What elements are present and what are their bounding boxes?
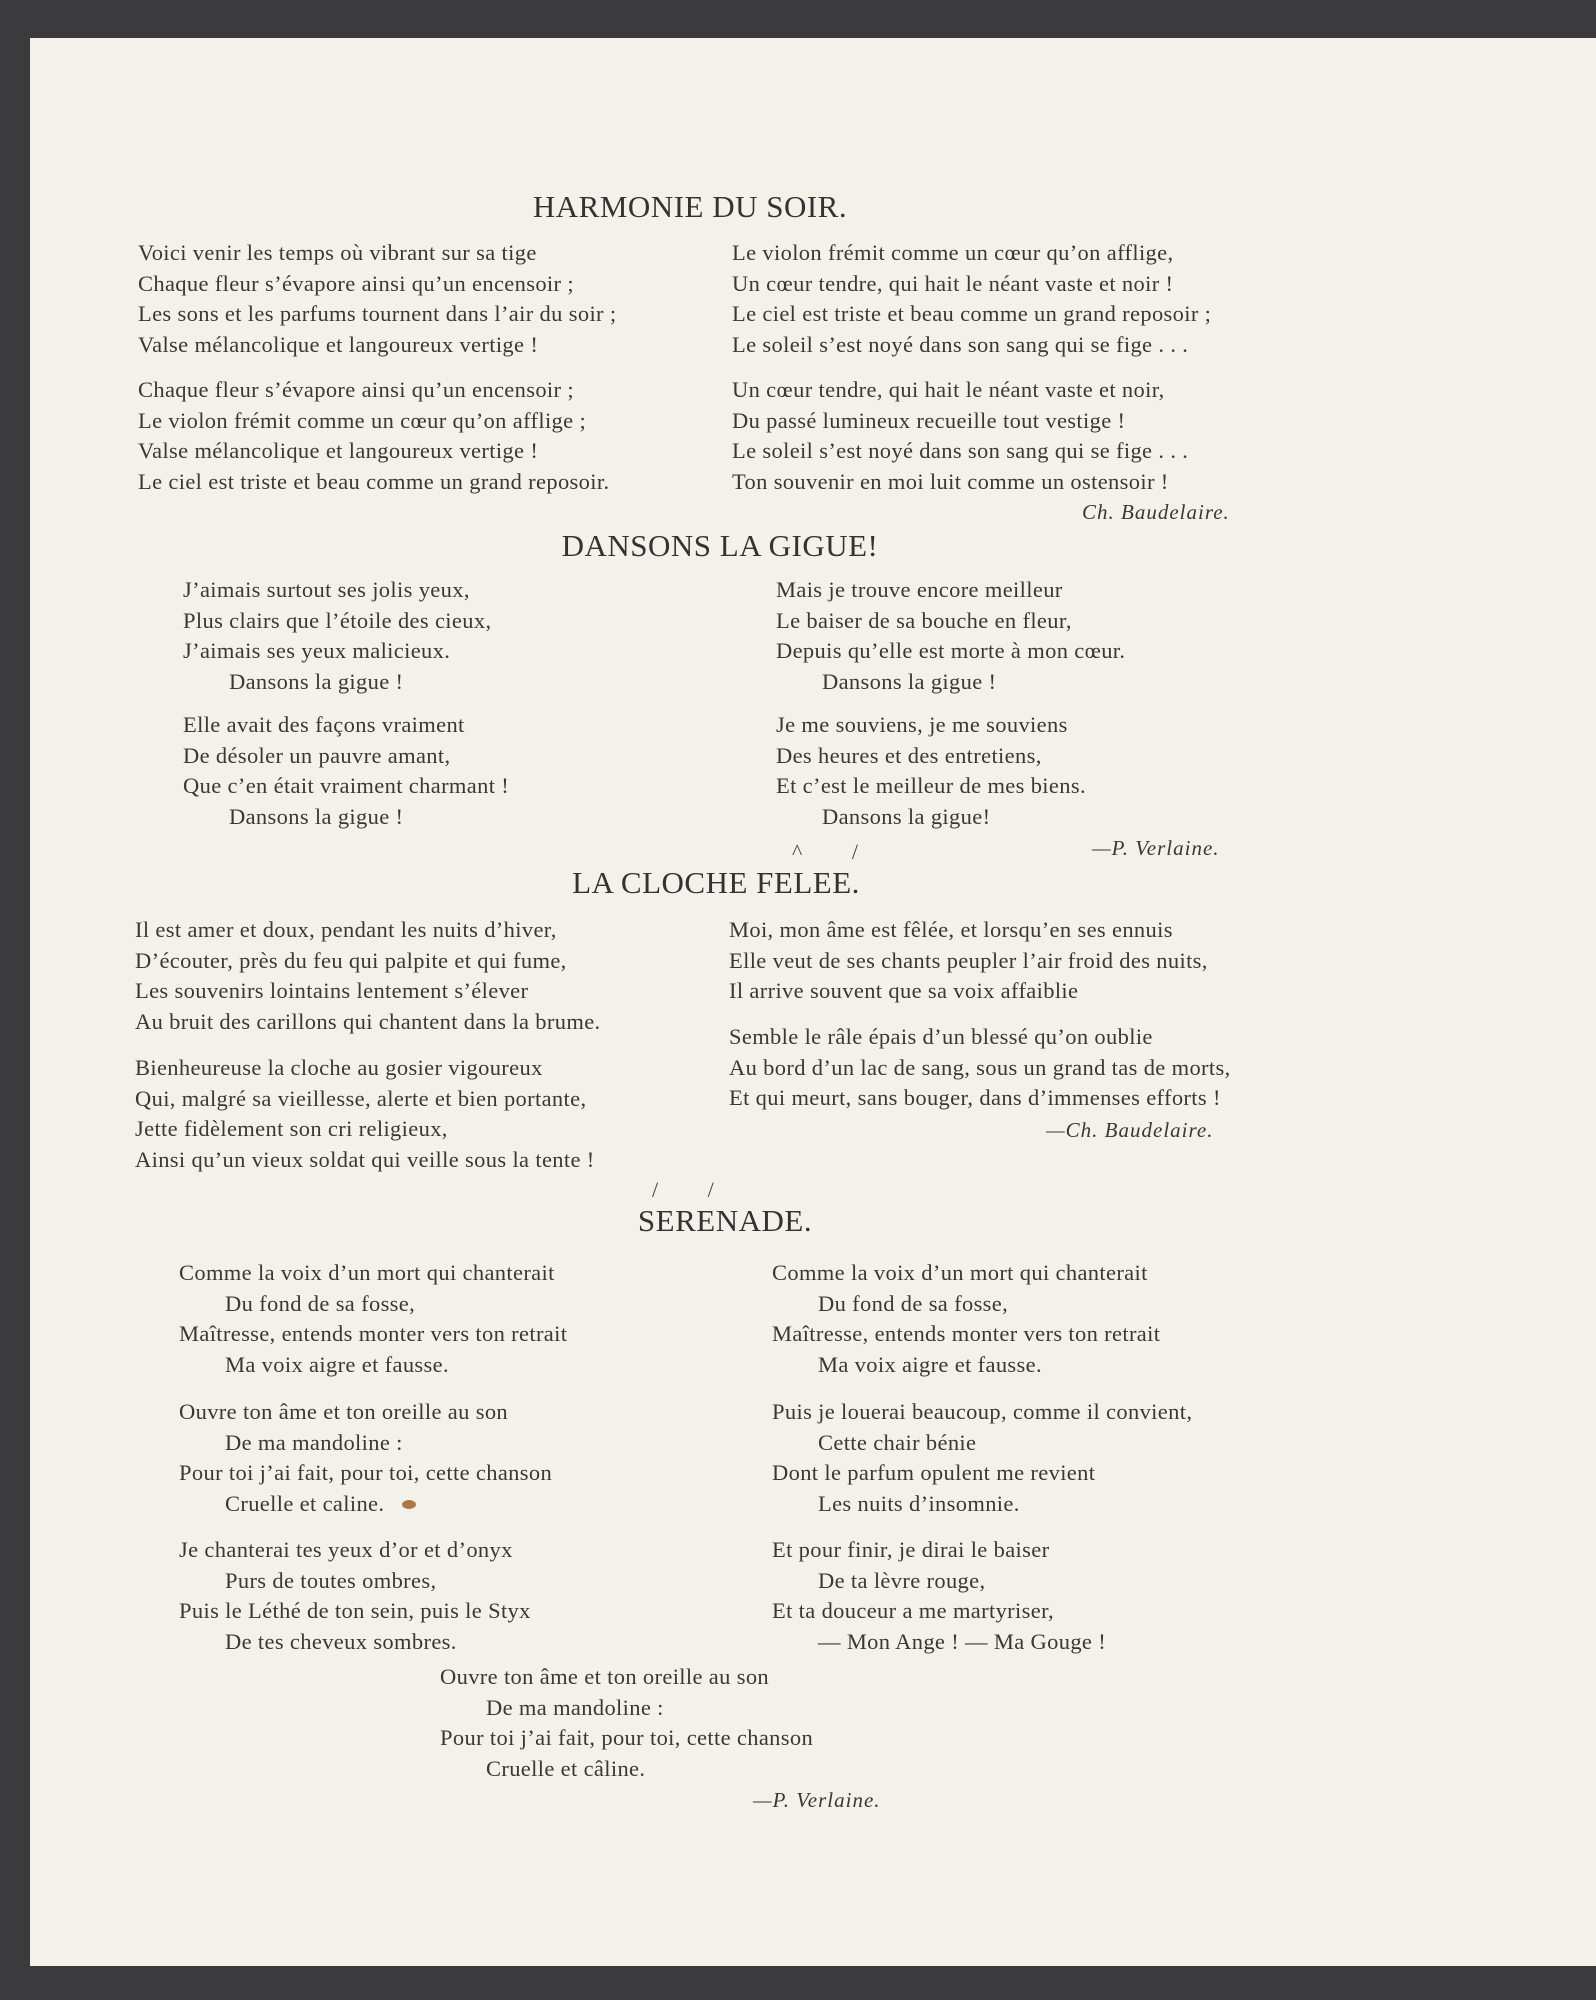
verse: Purs de toutes ombres, <box>225 1567 437 1593</box>
verse: Voici venir les temps où vibrant sur sa tige <box>138 240 537 265</box>
verse: Pour toi j’ai fait, pour toi, cette chanson <box>179 1460 553 1486</box>
verse: Que c’en était vraiment charmant ! <box>183 773 510 799</box>
stanza <box>183 575 491 697</box>
verse: Comme la voix d’un mort qui chanterait <box>772 1260 1148 1285</box>
verse: Jette fidèlement son cri religieux, <box>135 1116 448 1142</box>
verse: Je chanterai tes yeux d’or et d’onyx <box>179 1537 513 1562</box>
signature: —P. Verlaine. <box>753 1788 881 1812</box>
verse: Au bruit des carillons qui chantent dans la brume. <box>135 1008 601 1034</box>
verse: Cruelle et caline. <box>225 1490 385 1516</box>
verse: Un cœur tendre, qui hait le néant vaste et noir, <box>732 377 1165 402</box>
verse: De ma mandoline : <box>486 1694 664 1720</box>
title-accents: ^ / <box>792 839 880 864</box>
refrain: Dansons la gigue ! <box>822 668 997 694</box>
stanza <box>732 375 1188 497</box>
stanza <box>179 1397 552 1519</box>
verse: Maîtresse, entends monter vers ton retrait <box>179 1321 568 1347</box>
verse: Le soleil s’est noyé dans son sang qui se fige . . . <box>732 438 1189 464</box>
verse: De tes cheveux sombres. <box>225 1628 457 1654</box>
verse: J’aimais surtout ses jolis yeux, <box>183 577 470 602</box>
verse: Et pour finir, je dirai le baiser <box>772 1537 1050 1562</box>
verse: Ma voix aigre et fausse. <box>225 1351 449 1377</box>
verse: Les souvenirs lointains lentement s’élever <box>135 978 529 1004</box>
verse: D’écouter, près du feu qui palpite et qui fume, <box>135 947 567 973</box>
signature: Ch. Baudelaire. <box>1082 500 1230 524</box>
stanza <box>732 238 1211 360</box>
verse: Du fond de sa fosse, <box>225 1290 416 1316</box>
poem-title: LA CLOCHE FELEE. <box>572 865 860 900</box>
ink-stain <box>402 1500 416 1509</box>
verse: Et c’est le meilleur de mes biens. <box>776 773 1086 799</box>
verse: Il arrive souvent que sa voix affaiblie <box>729 978 1079 1004</box>
verse: Elle avait des façons vraiment <box>183 712 465 737</box>
verse: Mais je trouve encore meilleur <box>776 577 1063 602</box>
verse: Semble le râle épais d’un blessé qu’on oublie <box>729 1024 1153 1049</box>
stanza <box>772 1535 1106 1657</box>
stanza <box>772 1258 1160 1380</box>
stanza <box>183 710 509 832</box>
verse: Moi, mon âme est fêlée, et lorsqu’en ses ennuis <box>729 917 1173 942</box>
stanza <box>135 1053 595 1175</box>
verse: Il est amer et doux, pendant les nuits d’hiver, <box>135 917 557 942</box>
verse: Plus clairs que l’étoile des cieux, <box>183 607 492 633</box>
verse: De désoler un pauvre amant, <box>183 742 451 768</box>
stanza <box>729 915 1208 1007</box>
verse: Du passé lumineux recueille tout vestige ! <box>732 407 1126 433</box>
verse: Ouvre ton âme et ton oreille au son <box>179 1399 509 1424</box>
stanza <box>729 1022 1231 1114</box>
verse: De ta lèvre rouge, <box>818 1567 986 1593</box>
verse: Comme la voix d’un mort qui chanterait <box>179 1260 555 1285</box>
signature: —Ch. Baudelaire. <box>1046 1118 1214 1142</box>
verse: Un cœur tendre, qui hait le néant vaste et noir ! <box>732 270 1174 296</box>
verse: Cruelle et câline. <box>486 1755 646 1781</box>
verse: De ma mandoline : <box>225 1429 403 1455</box>
stanza <box>772 1397 1192 1519</box>
refrain: Dansons la gigue ! <box>229 803 404 829</box>
stanza <box>138 375 609 497</box>
poem-title: HARMONIE DU SOIR. <box>532 189 848 224</box>
verse: Dont le parfum opulent me revient <box>772 1460 1096 1486</box>
verse: Le baiser de sa bouche en fleur, <box>776 607 1072 633</box>
verse: Ainsi qu’un vieux soldat qui veille sous la tente ! <box>135 1146 595 1172</box>
final-stanza <box>440 1662 813 1784</box>
verse: Les sons et les parfums tournent dans l’air du soir ; <box>138 301 617 327</box>
verse: Je me souviens, je me souviens <box>776 712 1068 737</box>
verse: Valse mélancolique et langoureux vertige ! <box>138 331 539 357</box>
verse: Et qui meurt, sans bouger, dans d’immenses efforts ! <box>729 1085 1221 1111</box>
stanza <box>135 915 601 1037</box>
refrain: Dansons la gigue! <box>822 803 991 829</box>
verse: Valse mélancolique et langoureux vertige ! <box>138 438 539 464</box>
title-accents: / / <box>652 1177 736 1202</box>
stanza <box>776 575 1125 697</box>
verse: Chaque fleur s’évapore ainsi qu’un encensoir ; <box>138 377 574 402</box>
verse: Le ciel est triste et beau comme un grand reposoir. <box>138 468 610 494</box>
verse: Depuis qu’elle est morte à mon cœur. <box>776 638 1126 664</box>
verse: Maîtresse, entends monter vers ton retrait <box>772 1321 1161 1347</box>
stanza <box>776 710 1086 832</box>
verse: Ouvre ton âme et ton oreille au son <box>440 1664 770 1689</box>
verse: Cette chair bénie <box>818 1429 977 1455</box>
verse: Pour toi j’ai fait, pour toi, cette chanson <box>440 1725 814 1751</box>
verse: Et ta douceur a me martyriser, <box>772 1598 1054 1624</box>
verse: Au bord d’un lac de sang, sous un grand tas de morts, <box>729 1054 1231 1080</box>
verse: Puis le Léthé de ton sein, puis le Styx <box>179 1598 531 1624</box>
poem-title: DANSONS LA GIGUE! <box>561 528 879 563</box>
verse: Puis je louerai beaucoup, comme il convient, <box>772 1399 1193 1424</box>
verse: Le violon frémit comme un cœur qu’on afflige, <box>732 240 1174 265</box>
verse: Les nuits d’insomnie. <box>818 1490 1020 1516</box>
verse: Ton souvenir en moi luit comme un ostensoir ! <box>732 468 1169 494</box>
signature: —P. Verlaine. <box>1092 836 1220 860</box>
verse: Chaque fleur s’évapore ainsi qu’un encensoir ; <box>138 270 574 296</box>
verse: Ma voix aigre et fausse. <box>818 1351 1042 1377</box>
stanza <box>179 1535 531 1657</box>
verse: Qui, malgré sa vieillesse, alerte et bien portante, <box>135 1085 587 1111</box>
verse: Le ciel est triste et beau comme un grand reposoir ; <box>732 301 1212 327</box>
verse: Bienheureuse la cloche au gosier vigoureux <box>135 1055 543 1080</box>
poem-title: SERENADE. <box>637 1203 813 1238</box>
verse: Le soleil s’est noyé dans son sang qui se fige . . . <box>732 331 1189 357</box>
verse: Du fond de sa fosse, <box>818 1290 1009 1316</box>
stanza <box>138 238 616 360</box>
verse: — Mon Ange ! — Ma Gouge ! <box>818 1628 1107 1654</box>
verse: J’aimais ses yeux malicieux. <box>183 638 451 664</box>
stanza <box>179 1258 567 1380</box>
verse: Elle veut de ses chants peupler l’air froid des nuits, <box>729 947 1208 973</box>
verse: Des heures et des entretiens, <box>776 742 1042 768</box>
verse: Le violon frémit comme un cœur qu’on afflige ; <box>138 407 587 433</box>
refrain: Dansons la gigue ! <box>229 668 404 694</box>
